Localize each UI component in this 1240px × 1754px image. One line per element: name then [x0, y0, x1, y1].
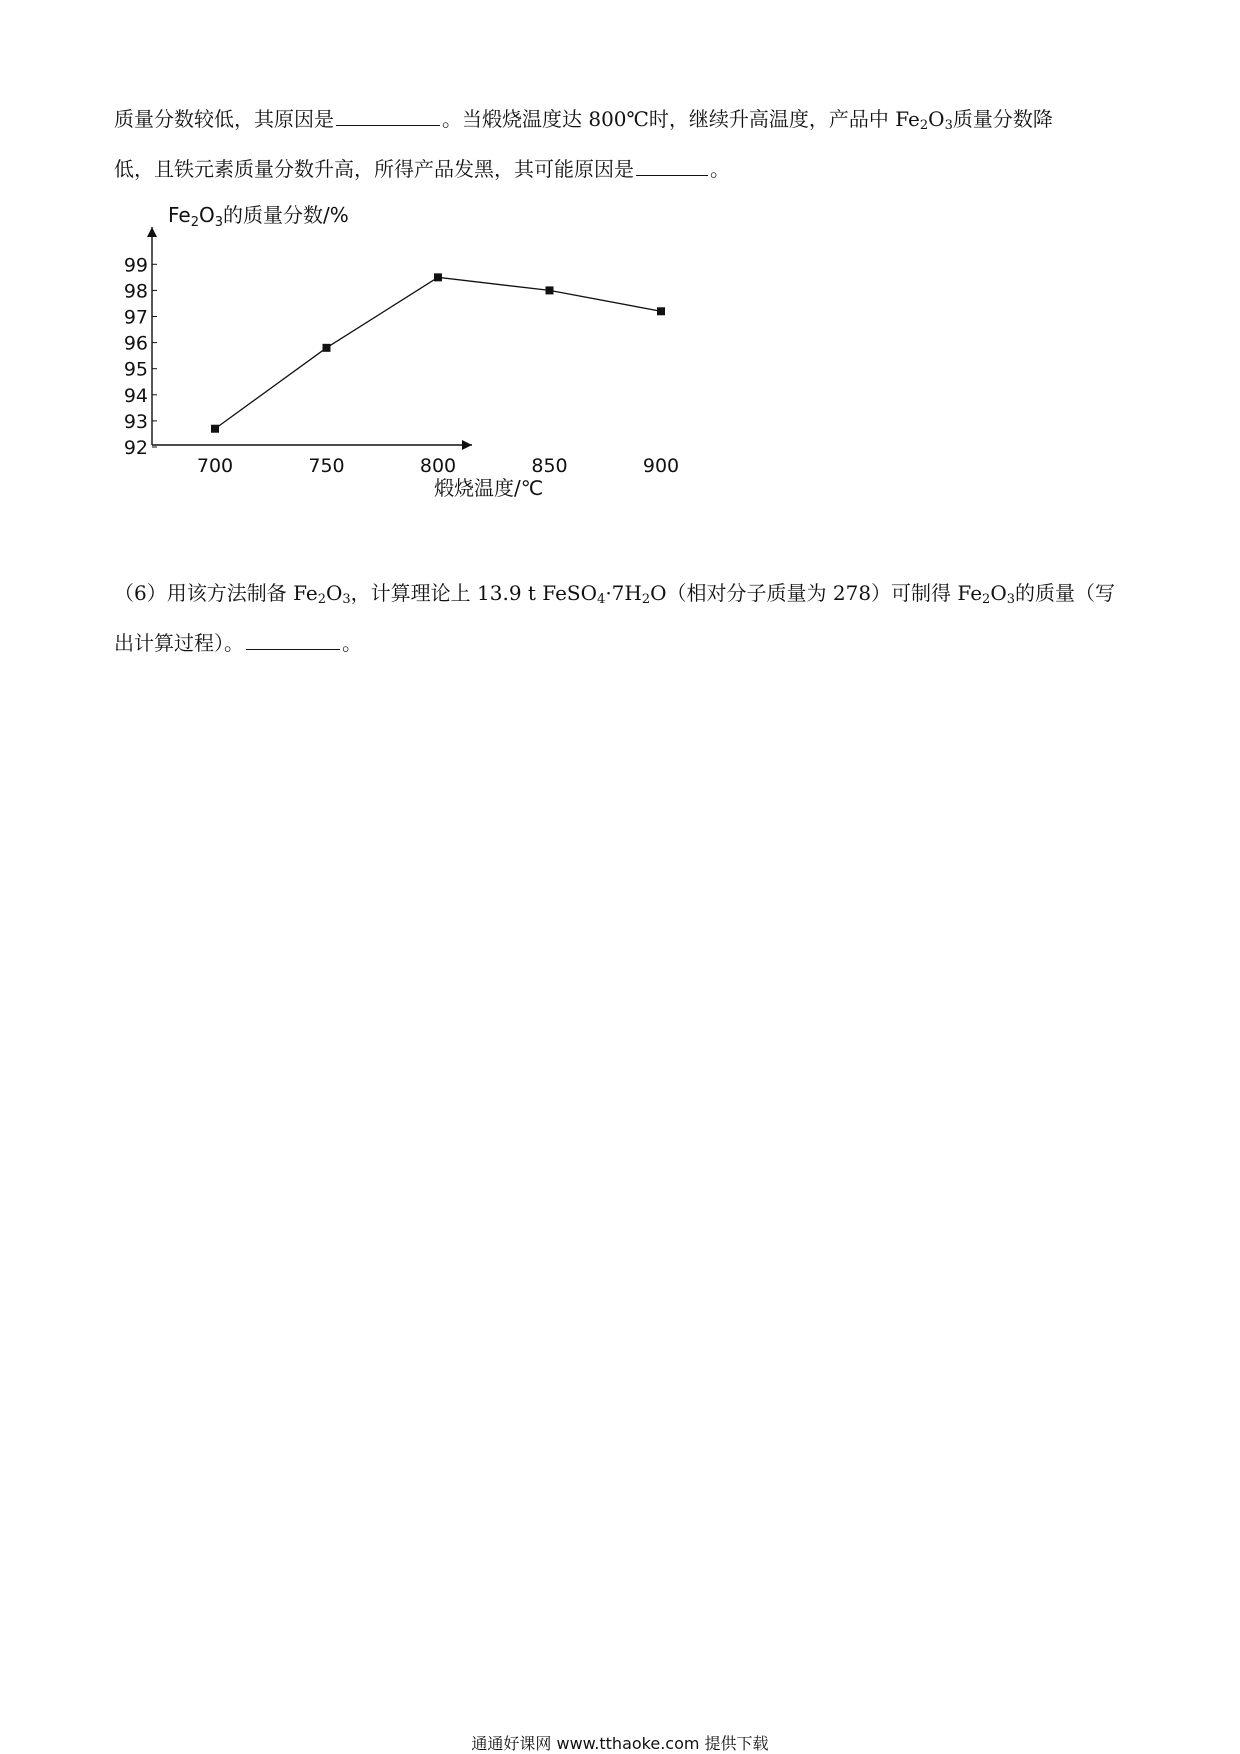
- question-6-line-1: [114, 568, 1134, 618]
- data-point: [323, 344, 331, 352]
- fe2o3-mass-fraction-chart: [120, 195, 680, 515]
- answer-blank-1[interactable]: [336, 107, 440, 126]
- text-segment: 的质量（写: [1015, 581, 1115, 605]
- text-segment: （6）用该方法制备 Fe: [114, 581, 318, 605]
- y-tick-label: 92: [123, 437, 148, 459]
- footer: 通通好课网 www.tthaoke.com 提供下载: [471, 1734, 769, 1753]
- text-segment: 出计算过程）。: [114, 631, 244, 655]
- y-axis-arrow: [147, 227, 157, 237]
- text-segment: O: [990, 581, 1007, 605]
- text-segment: ，计算理论上 13.9 t FeSO: [350, 581, 598, 605]
- subscript: 4: [597, 592, 606, 607]
- y-tick-label: 95: [123, 358, 148, 381]
- question-6-line-2: [114, 618, 1134, 668]
- data-point: [657, 307, 665, 315]
- text-segment: 。: [710, 157, 730, 181]
- axes: [147, 227, 472, 450]
- text-segment: 低，且铁元素质量分数升高，所得产品发黑，其可能原因是: [114, 157, 634, 181]
- text-segment: O: [928, 107, 945, 131]
- y-tick-label: 96: [123, 332, 148, 355]
- x-tick-label: 800: [419, 455, 457, 477]
- subscript: 2: [982, 592, 991, 607]
- data-line: [215, 277, 661, 428]
- text-segment: 质量分数降: [952, 107, 1053, 131]
- x-tick-label: 700: [196, 455, 234, 477]
- text-segment: 。当煅烧温度达 800℃时，继续升高温度，产品中 Fe: [442, 107, 920, 131]
- subscript: 3: [1006, 592, 1015, 607]
- y-tick-label: 97: [123, 306, 148, 329]
- y-tick-label: 98: [123, 280, 148, 303]
- x-tick-label: 900: [642, 455, 680, 477]
- text-segment: ·7H: [605, 581, 642, 605]
- paragraph-1-line-1: [114, 94, 1134, 144]
- subscript: 2: [919, 118, 929, 133]
- x-tick-label: 850: [531, 455, 568, 477]
- data-point: [211, 425, 219, 433]
- data-point: [434, 273, 442, 281]
- x-axis-arrow: [462, 440, 472, 450]
- y-tick-label: 94: [123, 384, 148, 407]
- y-tick-label: 99: [123, 254, 148, 277]
- answer-blank-3[interactable]: [246, 631, 340, 650]
- x-tick-label: 750: [308, 455, 345, 477]
- x-ticks: [197, 455, 679, 477]
- text-segment: O（相对分子质量为 278）可制得 Fe: [650, 581, 983, 605]
- subscript: 3: [944, 118, 953, 133]
- subscript: 2: [641, 592, 651, 607]
- series-line: [211, 273, 665, 432]
- answer-blank-2[interactable]: [636, 157, 708, 176]
- question-6: [114, 568, 1134, 668]
- text-segment: 质量分数较低，其原因是: [114, 107, 334, 131]
- subscript: 3: [342, 592, 351, 607]
- paragraph-1-line-2: [114, 144, 1134, 194]
- text-segment: 。: [342, 631, 362, 655]
- data-point: [546, 286, 554, 294]
- y-tick-label: 93: [123, 410, 148, 433]
- subscript: 2: [317, 592, 326, 607]
- x-axis-label: 煅烧温度/℃: [434, 476, 544, 500]
- text-segment: O: [325, 581, 343, 605]
- y-axis-label: $Fe_2O_3$的质量分数/%: [168, 203, 349, 230]
- paragraph-1: [114, 94, 1134, 194]
